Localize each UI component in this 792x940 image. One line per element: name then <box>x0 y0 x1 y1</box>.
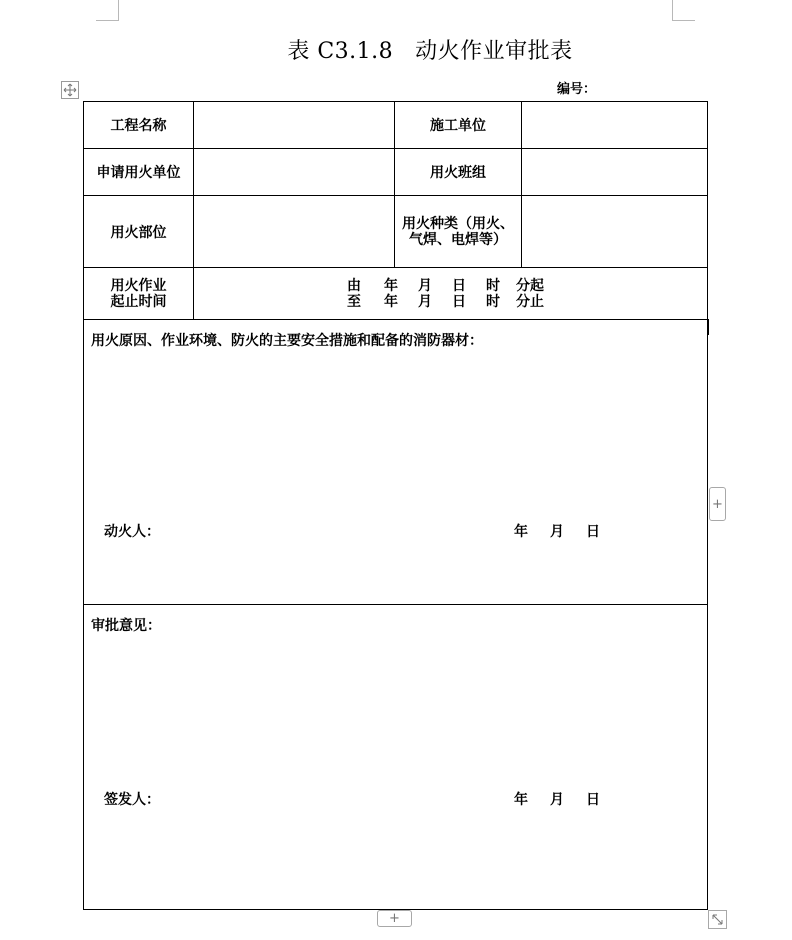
date-day-label: 日 <box>586 524 600 540</box>
date-day-label: 日 <box>586 792 600 808</box>
applicant-date <box>503 521 611 541</box>
add-column-button[interactable] <box>709 487 726 521</box>
table-row <box>84 605 708 910</box>
fire-type-label-line2: 气焊、电焊等） <box>409 231 507 248</box>
table-move-handle[interactable] <box>61 81 79 99</box>
reason-heading: 用火原因、作业环境、防火的主要安全措施和配备的消防器材： <box>91 333 483 349</box>
move-arrows-icon <box>63 83 77 97</box>
applicant-label: 动火人： <box>104 524 160 540</box>
construction-unit-field[interactable] <box>522 102 708 149</box>
date-year-label: 年 <box>514 792 528 808</box>
page-title <box>0 34 792 65</box>
title-prefix: 表 C3.1.8 <box>287 39 394 64</box>
time-to-part: 月 <box>418 293 432 310</box>
date-year-label: 年 <box>514 524 528 540</box>
fire-location-label: 用火部位 <box>84 196 194 268</box>
applying-unit-label: 申请用火单位 <box>84 149 194 196</box>
time-label-line2: 起止时间 <box>110 293 167 310</box>
project-name-field[interactable] <box>194 102 395 149</box>
table-row <box>84 149 708 196</box>
time-from-part: 分起 <box>516 277 544 294</box>
fire-permit-table <box>83 101 708 910</box>
time-from-part: 时 <box>486 277 500 294</box>
fire-team-field[interactable] <box>522 149 708 196</box>
project-name-label: 工程名称 <box>84 102 194 149</box>
table-row <box>84 196 708 268</box>
resize-arrow-icon <box>711 913 724 926</box>
signer-date <box>503 789 611 809</box>
time-to-part: 年 <box>384 293 398 310</box>
time-range-grid <box>194 278 707 310</box>
time-from-part: 年 <box>384 277 398 294</box>
time-from-part: 月 <box>418 277 432 294</box>
construction-unit-label: 施工单位 <box>395 102 522 149</box>
date-month-label: 月 <box>550 524 564 540</box>
page-corner-mark-right <box>672 0 695 21</box>
signer-label: 签发人： <box>104 792 160 808</box>
add-row-button[interactable] <box>377 910 412 927</box>
text-caret <box>708 319 709 335</box>
table-row <box>84 320 708 605</box>
fire-type-label-line1: 用火种类（用火、 <box>402 215 514 232</box>
time-label-line1: 用火作业 <box>110 277 167 294</box>
approval-heading: 审批意见： <box>91 618 161 634</box>
plus-icon: + <box>389 911 400 926</box>
time-from-part: 由 <box>347 277 361 294</box>
serial-number-label: 编号： <box>557 82 597 97</box>
fire-location-field[interactable] <box>194 196 395 268</box>
date-month-label: 月 <box>550 792 564 808</box>
time-to-part: 时 <box>486 293 500 310</box>
fire-type-label <box>395 196 522 268</box>
applying-unit-field[interactable] <box>194 149 395 196</box>
time-to-part: 至 <box>347 293 361 310</box>
time-to-part: 日 <box>452 293 466 310</box>
table-row <box>84 268 708 320</box>
fire-type-field[interactable] <box>522 196 708 268</box>
page-corner-mark-left <box>96 0 119 21</box>
time-range-field[interactable] <box>194 268 708 320</box>
plus-icon: + <box>712 496 723 512</box>
time-label <box>84 268 194 320</box>
fire-team-label: 用火班组 <box>395 149 522 196</box>
approval-field[interactable] <box>84 605 708 910</box>
table-resize-handle[interactable] <box>708 910 727 929</box>
table-row <box>84 102 708 149</box>
reason-measures-field[interactable] <box>84 320 708 605</box>
time-from-part: 日 <box>452 277 466 294</box>
time-to-part: 分止 <box>516 293 544 310</box>
title-text: 动火作业审批表 <box>415 39 573 64</box>
